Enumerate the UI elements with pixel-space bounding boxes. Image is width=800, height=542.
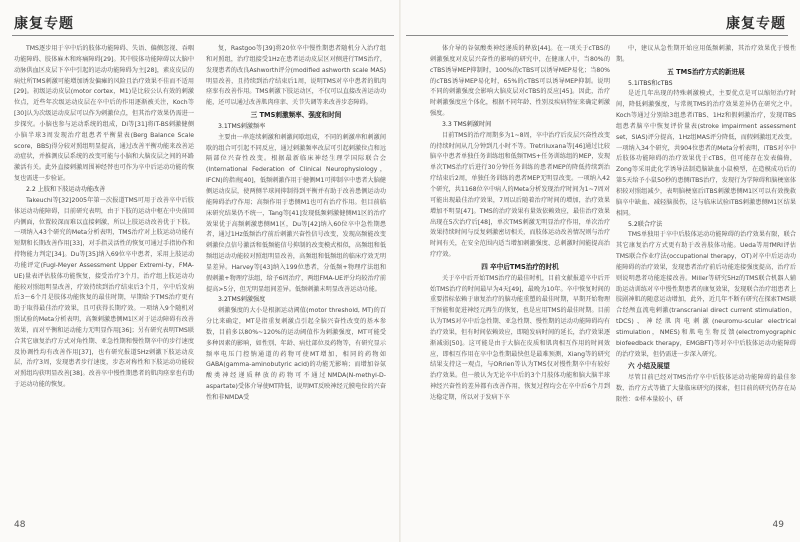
right-column-1 — [430, 44, 610, 514]
right-page-number: 49 — [772, 520, 784, 530]
body-paragraph: 尽管目前已经对TMS治疗卒中后肢体运动功能障碍的最佳参数、治疗方式等做了大量临床研究的探索，但目前的研究仍存在局限性：①样本量较小，研 — [616, 374, 796, 403]
subsection-heading: 3.1TMS刺激频率 — [218, 122, 266, 130]
body-paragraph: 目前TMS的治疗周期多为1~8周，卒中治疗后皮层兴奋性改变的持续时间从几分钟到几小时不等。Tretriluxana等[46]通过比较脑卒中患者单独任务训练组和低频TMS+任务训练组的MEP，发现单次TMS治疗后进行30分钟任务训练的患者MEP的降低持续到治疗结束后2周，单独任务训练的患者MEP无明显改变。一项纳入42个研究，共1168位卒中病人的Meta分析发现治疗时间为1~7周对可能出现最佳治疗效果，7周以后随着治疗时间的增加，治疗效果增加不明显[47]。TMS的治疗效果有量效依赖效应，最佳治疗效果出现在5次治疗后[48]，单次TMS刺激无明显治疗作用，单次治疗效果持续时间与反复刺激密切相关，而肢体运动改善情况则与治疗时间有关，在安全范围内适当增加刺激强度、总刺激时间能提高治疗疗效。 — [430, 131, 610, 259]
body-paragraph: TMS逐步用于卒中后的肢体功能障碍、失语、偏侧忽视、吞咽功能障碍、肢体麻木和疼痛障碍[29]。其中肢体功能障碍以大脑中动脉供血区皮层下卒中引起的运动功能障碍为主[28]，素皮皮层的病灶所TMS刺激可能增加诱发偏瘫的风险且治疗效果不佳而不适用[29]。初级运动皮层(motor cortex，M1)是比较公认有效的刺激位点，近些年次级运动皮层在卒中后的作用逐渐被关注，Koch等[30]认为次级运动皮层可以作为刺激位点，但其治疗效果仍需进一步探究。小脑也参与运动系统的组成，Di等[31]将iT-BS刺激健侧小脑半球3周发现治疗组患者平衡量表(Berg Balance Scale score，BBS)得分较对照组明显提高，通过改善平衡功能来改善运动症状，并推测皮层系统的改变可能与小脑和大脑皮层之间的环路激活有关。此外直接刺激周围神经替也可作为卒中后运动功能的恢复也需进一步验证。 — [14, 45, 194, 183]
body-paragraph: 中，建议从急性期开始应用低频刺激，其治疗效果优于慢性期。 — [616, 45, 796, 63]
section-heading: 三 TMS刺激频率、强度和时间 — [250, 111, 342, 120]
body-paragraph: Takeuchi等[32]2005年第一次报道TMS可用于改善卒中后肢体运动功能障碍，目前研究表明，由于下肢的运动中枢在中央前回内侧面，位置较深而难以直接刺激，所以上肢运动改善优于下肢。一项纳入43个研究的Meta分析表明，TMS治疗对上肢运动功能有短期和长期改善作用[33]，对手指灵活性的恢复可通过手指协作和持物能力判定[34]。Du等[35]纳入69位卒中患者，采用上肢运动功能评定(Fugl-Meyer Assessment Upper Extremi-ty，FMA-UE)量表评估肢体功能恢复，接受治疗3个月，治疗组上肢运动功能较对照组明显改善，疗效持续到治疗结束后3个月，卒中后发病后3～6个月是肢体功能恢复的最佳时期，早期给予TMS治疗更有助于取得最佳治疗效果，且可获得长期疗效。一项纳入9个随机对照试验的Meta分析表明，高频刺激患侧M1区对于运动障碍有改善效果，而对平衡和运动能力无明显作用[36]；另有研究表明TMS联合其它康复治疗方式对角性期、亚急性期和慢性期卒中的步行速度及协调性均有改善作用[37]，也有研究报道5Hz刺激下肢运动皮层，治疗3周，发现患者步行速度，步态对称性和下肢运动功能较对照组均获明显改善[38]。改善卒中慢性期患者的肌肉痉挛也有助于运动功能的恢复。 — [14, 196, 194, 389]
subsection-heading: 3.3 TMS刺激时间 — [442, 120, 492, 128]
body-paragraph: 主要由一串连续刺激和刺激间歇组成，不同的刺激串和刺激间歇的组合可引起不同反应，通过刺激频率改层可引起刺激位点和远隔部位兴奋性改变。根据最新临床神经生理学国际联合会(International Federation of Clinical Neurophysiology，IFCN)的指南[40]，低频刺激作用于健侧M1可抑制卒中患者大脑健侧运动皮层，使两侧半球间抑制得到平衡并有助于改善患侧运动功能障碍治疗作用；高频作用于患侧M1也可有治疗作用。但目前临床研究结果仍不统一，Tang等[41]发现低频刺激健侧M1区的治疗效果优于高频刺激患侧M1区，Du等[42]纳入60位卒中急性期患者，通过1Hz低频治疗前后刺激兴奋性信号改变，发现高频能改变刺激位点信号激活和低频能信号抑制的改变模式相似，高频组和低频组运动功能较对照组明显改善，高频组和低频组的临床疗效无明显差异。Harvey等[43]纳入199位患者，分低频+物理疗法组和假刺激+物理疗法组，给予6周治疗，两组FMA-UE评分均较治疗前提高>5分，但无明显组间差异。低频刺激未明显改善运动功能。 — [206, 133, 386, 293]
left-column-1 — [14, 44, 194, 514]
right-page — [400, 0, 800, 542]
left-header-title: 康复专题 — [14, 16, 74, 32]
body-paragraph: 关于卒中后开始TMS治疗的最佳时机，目前文献报道卒中后开始TMS治疗的时间最早为4天[49]，最晚为10年。卒中恢复时间的重要指标依赖于康复治疗的脑功能重塑的最佳时期，早期开始物理干预能和促进神经元再生的恢复，也是应用TMS的最佳时期。目前认为TMS对卒中后急性期、亚急性期、慢性期的运动功能障碍均有治疗效果，但有时间依赖效应，即随发病时间的延长，治疗效果逐渐减弱[50]。这可能是由于大脑在皮质和肌肉相互作用的时间效应，即相互作用在卒中急性期最快但是最难预测，Xiang等的研究结果支持这一观点，与ORrien等认为TMS仅对慢性期卒中有较好治疗效果。但一般认为无论卒中后的3个月肢体功能和脑大脑半球神经兴奋性的差异都有改善作用，恢复过程均会在卒中后6个月到达稳定期，所以对于发病下卒 — [430, 274, 610, 401]
subsection-heading: 5.2联合疗法 — [628, 220, 663, 228]
body-paragraph: 是近几年出现的特殊刺激模式，主要优点是可以缩短治疗时间，降低刺激强度，与常规TMS的治疗效果差异仍在研究之中。Koch等通过分别给3组患者iTBS、1Hz和假刺激治疗，发现iTBS组患者脑卒中恢复评价量表(stroke impairment assessment set，SIAS)评分提高，1Hz组MAS评分降低，而假刺激组无改变。一项纳入34个研究，共904位患者的Meta分析表明，iTBS对卒中后肢体功能障碍的治疗效果优于cTBS，但可能存在发表偏倚，Zong等采用此化学诱导法制造脑缺血小鼠模型，在造模成功后的第5天给予小鼠50秒的患侧iTBS治疗，发现行为学障碍和脑梗塞体积较对照组减少，表明脑梗塞后iTBS刺激患侧M1区可以有效挽救脑卒中缺血、减轻脑损伤，这与临床试验iTBS刺激患侧M1区结果相同。 — [616, 90, 796, 217]
section-heading: 四 卒中后TMS治疗的时机 — [481, 262, 559, 271]
left-column-2 — [206, 44, 386, 514]
body-paragraph: TMS单独用于卒中后肢体运动功能障碍的治疗效果有限，联合其它康复治疗方式更有助于改善肢体功能。Ueda等用fMRI评估TMS联合作业疗法(occupational therapy，OT)对卒中后运动功能障碍的治疗效果，发现患者治疗前后功能连接强度提高，治疗后则说明患者功能连接改善。Miller等研究5Hz的TMS联合机器人辅助运动训练对卒中慢性期患者的康复效果，发现联合治疗组患者上肢剧神肌的随意运动增加，此外，近几年不断有研究在探索TMS联合经颅直流电刺激(transcranial direct current stimulation，tDCS)、神经肌肉电刺激(neuromu-scular electrical stimulation，NMES)和肌电生物反馈(electromyographic biofeedback therapy，EMGBFT)等对卒中后肢体运动功能障碍的治疗效果，但仍需进一步深入研究。 — [616, 231, 796, 358]
right-column-2 — [616, 44, 796, 514]
subsection-heading: 3.2TMS刺激强度 — [218, 296, 266, 304]
left-header-rule — [12, 35, 394, 36]
body-paragraph: 复，Rastgoo等[39]将20位卒中慢性期患者随机分入治疗组和对照组，治疗组接受1Hz在患者运动皮层区对侧进行TMS治疗，发现患者的改良Ashworth评分(modified ashworth scale MAS)明显改善，且持续到治疗结束后1周，说明TMS对卒中患者的肌肉痉挛有改善作用。TMS刺激下肢运动区，不仅可以直接改善运动功能，还可以通过改善肌肉痉挛、关节失调等来改善步态障碍。 — [206, 45, 386, 107]
left-page-number: 48 — [14, 520, 26, 530]
subsection-heading: 2.2 上肢和下肢运动功能改善 — [26, 185, 106, 193]
body-paragraph: 刺激强度的大小是根据运动阈值(motor threshold, MT)的百分比来确定，MT是指重复刺激点引起全脑兴奋性改变的基本参数，目前多以80%~120%的运动阈值作为刺激强度，MT可能受多种因素的影响，如性别、年龄、病灶部位及药物等，有研究显示频率电压门控钠通道的药物可使MT增加，相同的药物如GABA(gamma-aminobutyric acid)的功能无影响；而增加谷氨酸类神经递质释放的药物可不通过NMDA(N-methyl-D-aspartate)受体介导使MT降低，说明MT反映神经元膜电位的兴奋性和非NMDA受 — [206, 307, 386, 401]
section-heading: 五 TMS治疗方式的新进展 — [667, 67, 745, 76]
body-paragraph: 体介导的谷氨酸类神经递质的释放[44]。在一项关于cTBS的刺激强度对皮层兴奋性的影响的研究中，在健康人中，当80%的cTBS诱导MEP抑制时，100%的cTBS可以诱导MEP易化；当80%的cTBS诱导MEP易化时，65%的cTBS可以诱导MEP抑制。说明不同的刺激强度会影响大脑皮层对cTBS的反应[45]。因此，治疗时刺激强度应个体化，根据不同年龄、性别及疾病特征来确定刺激强度。 — [430, 45, 610, 118]
right-header-title: 康复专题 — [726, 16, 786, 32]
right-header-rule — [406, 35, 788, 36]
subsection-heading: 5.1iTBS和cTBS — [628, 79, 673, 87]
section-heading: 六 小结及展望 — [628, 362, 670, 371]
